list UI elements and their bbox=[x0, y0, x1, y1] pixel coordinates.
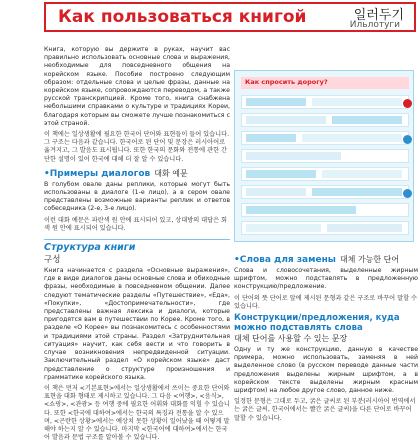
construct-russian: Одну и ту же конструкцию, данную в качестве примера, можно использовать, заменяя в ней выделенное слово (в русском переводе данные части предложения выделены жирным шрифтом, а в корейском тексте выделены жирным красным шрифтом) на любое другое слово, данное ниже. bbox=[234, 346, 418, 395]
structure-section bbox=[44, 239, 230, 442]
replace-heading-korean: 대체 가능한 단어 bbox=[339, 255, 400, 264]
illustration-row bbox=[241, 167, 409, 181]
illustration-cell bbox=[246, 98, 306, 106]
arrow-icon: • bbox=[44, 168, 50, 179]
construct-section-heading bbox=[234, 314, 418, 344]
arrow-icon: • bbox=[234, 255, 240, 265]
dialog-section-heading bbox=[44, 168, 230, 179]
structure-heading-korean: 구성 bbox=[44, 255, 61, 266]
sample-page-illustration bbox=[234, 70, 414, 242]
construct-heading-russian: Конструкции/предложения, куда можно подставлять слова bbox=[234, 313, 400, 333]
right-column bbox=[234, 250, 418, 426]
construct-korean: 일정한 문형은 그대로 두고, 굵은 글씨로 된 부분(러시아어 번역에서는 굵은 글씨, 한국어에서는 빨간 굵은 글씨)을 다른 단어로 바꾸어 말할 수 있습니다. bbox=[234, 398, 416, 422]
illustration-cell bbox=[302, 134, 402, 142]
illustration-cell bbox=[246, 206, 356, 214]
replace-korean: 이 단어의 뜻 단어로 앞에 제시된 문형과 같은 구조로 바꾸어 말할 수 있습니다. bbox=[234, 294, 418, 310]
illustration-cell bbox=[312, 98, 402, 106]
illustration-cell bbox=[327, 224, 402, 232]
replace-russian: Слова и словосочетания, выделенные жирным шрифтом, можно подставлять в предложенную конструкцию/предложение. bbox=[234, 267, 418, 291]
korean-title: 일러두기 bbox=[353, 8, 404, 23]
korean-romanization: Ильлотуги bbox=[349, 20, 400, 30]
dialog-korean: 이런 대화 예문은 파란색 원 안에 표시되어 있고, 상대방의 대답은 회색 원 안에 표시되어 있습니다. bbox=[44, 216, 228, 232]
replace-heading-russian: •Слова для замены bbox=[234, 255, 336, 265]
dialog-heading-russian: •Примеры диалогов bbox=[44, 168, 151, 179]
illustration-cell bbox=[322, 170, 402, 178]
illustration-row bbox=[241, 131, 409, 145]
illustration-row bbox=[241, 221, 409, 235]
structure-heading-russian: Структура книги bbox=[44, 242, 136, 254]
left-column bbox=[44, 46, 230, 445]
illustration-row bbox=[241, 185, 409, 199]
intro-russian: Книга, которую вы держите в руках, научит вас правильно использовать основные слова и выражения, необходимые для повседневного общения на корейском языке. Пособие построено следующим образом: отдельные слова и целые фразы, данные на корейском языке, сопровождаются переводом, а также русской транскрипцией. Кроме того, книга снабжена небольшими справками о культуре и традициях Кореи, благодаря которым вы сможете лучше познакомиться с этой страной. bbox=[44, 46, 230, 127]
illustration-title: Как спросить дорогу? bbox=[245, 78, 328, 86]
callout-marker-icon bbox=[403, 135, 412, 144]
illustration-cell bbox=[332, 116, 402, 124]
illustration-row bbox=[241, 113, 409, 127]
replace-section-heading bbox=[234, 254, 418, 265]
construct-heading-korean: 대체 단어를 사용할 수 있는 문장 bbox=[234, 334, 348, 344]
illustration-row bbox=[241, 95, 409, 109]
illustration-cell bbox=[246, 188, 306, 196]
dialog-heading-korean: 대화 예문 bbox=[154, 168, 188, 178]
illustration-cell bbox=[246, 170, 316, 178]
illustration-row bbox=[241, 203, 409, 217]
title-bar bbox=[44, 2, 416, 32]
page-title: Как пользоваться книгой bbox=[58, 7, 307, 27]
illustration-cell bbox=[246, 134, 296, 142]
illustration-cell bbox=[246, 224, 321, 232]
illustration-cell bbox=[312, 188, 402, 196]
callout-marker-icon bbox=[403, 99, 412, 108]
illustration-header bbox=[241, 77, 409, 89]
dialog-russian: В голубом овале даны реплики, которые могут быть использованы в диалоге (1-е лицо), а в сером овале представлены возможные варианты реплик и ответов собеседника (2-е, 3-е лицо). bbox=[44, 180, 230, 213]
illustration-row bbox=[241, 149, 409, 163]
header bbox=[0, 0, 420, 40]
callout-marker-icon bbox=[403, 189, 412, 198]
structure-text-russian: Книга начинается с раздела «Основные выражения», где в виде диалогов даны основные слова и обиходные фразы, необходимые в повседневном общении. Далее следуют тематические разделы «Путешествие», «Еда», «Покупки», «Достопримечательности», где представлены важная лексика и диалоги, которые пригодятся вам в путешествии по Корее. Кроме того, в разделе «О Корее» вы познакомитесь с особенностями и традициями этой страны. Раздел «Затруднительная ситуация» научит, как себя вести и что говорить в случае возникновения непредвиденной ситуации. Заключительный раздел «О корейском языке» даст представление о структуре произношения и грамматике корейского языка. bbox=[44, 267, 230, 381]
structure-text-korean: 이 책은 먼저 <기본표현>에서는 일상생활에서 쓰이는 중요한 단어와 표현을 대화 형태로 제시하고 있습니다. 그 다음 <여행>, <음식>, <쇼핑>, <관광> 등 여행 중에 필요한 어휘와 대화를 익힐 수 있습니다. 또한 <한국에 대하여>에서는 한국의 특징과 전통을 알 수 있으며, <곤란한 상황>에서는 예상치 못한 상황이 일어났을 때 어떻게 말해야 하는지 알 수 있습니다. 마지막 <한국어에 대하여>에서는 한국어 발음과 문법 구조를 알아볼 수 있습니다. bbox=[44, 384, 230, 442]
illustration-cell bbox=[246, 152, 341, 160]
intro-korean: 이 책에는 일상생활에 필요한 한국어 단어와 표현들이 들어 있습니다. 그 구조는 다음과 같습니다. 한국어로 된 단어 및 문장은 러시아어로 옮겨지고, 그 발음도 표시됩니다. 또한 한국의 문화와 전통에 관한 간단한 설명이 있어 한국에 대해 더 잘 알 수 있습니다. bbox=[44, 131, 230, 163]
illustration-cell bbox=[246, 116, 326, 124]
